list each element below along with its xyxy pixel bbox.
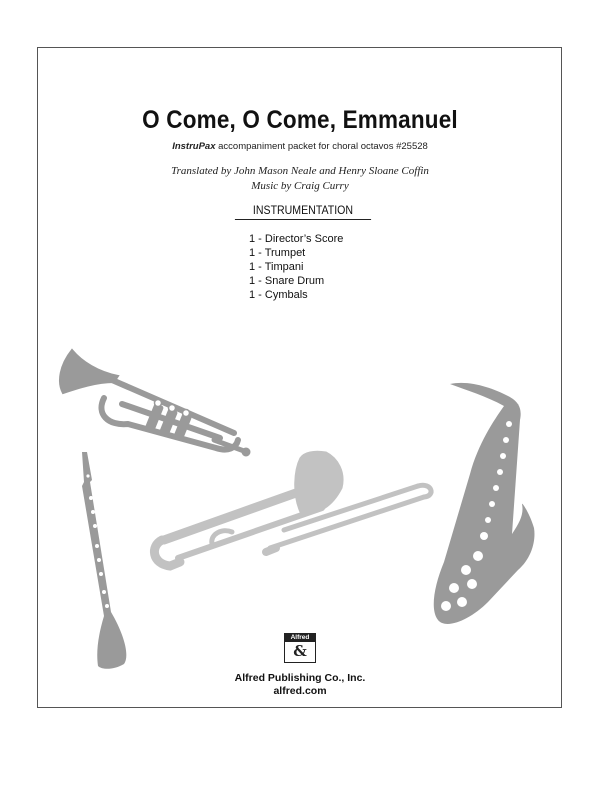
- subtitle-text: accompaniment packet for choral octavos #25528: [215, 141, 428, 152]
- alfred-logo-icon: [284, 633, 316, 663]
- saxophone-icon: [434, 383, 535, 624]
- trombone-icon: [154, 451, 431, 566]
- instrumentation-heading: INSTRUMENTATION: [235, 205, 371, 220]
- clarinet-icon: [82, 452, 126, 669]
- logo-mark-icon: &: [293, 642, 307, 660]
- trumpet-icon: [60, 350, 250, 456]
- publisher-name: Alfred Publishing Co., Inc.: [234, 672, 366, 684]
- instrumentation-item: 1 - Timpani: [249, 261, 304, 273]
- subtitle-brand: InstruPax: [172, 141, 216, 152]
- instrumentation-item: 1 - Cymbals: [249, 289, 308, 301]
- publisher-website: alfred.com: [273, 685, 327, 697]
- instrumentation-item: 1 - Trumpet: [249, 247, 306, 259]
- composer-credit: Music by Craig Curry: [251, 180, 349, 192]
- page-title: O Come, O Come, Emmanuel: [142, 106, 458, 134]
- instrumentation-item: 1 - Snare Drum: [249, 275, 325, 287]
- logo-word: Alfred: [285, 634, 315, 642]
- translator-credit: Translated by John Mason Neale and Henry Sloane Coffin: [171, 165, 429, 177]
- instrumentation-item: 1 - Director’s Score: [249, 233, 344, 245]
